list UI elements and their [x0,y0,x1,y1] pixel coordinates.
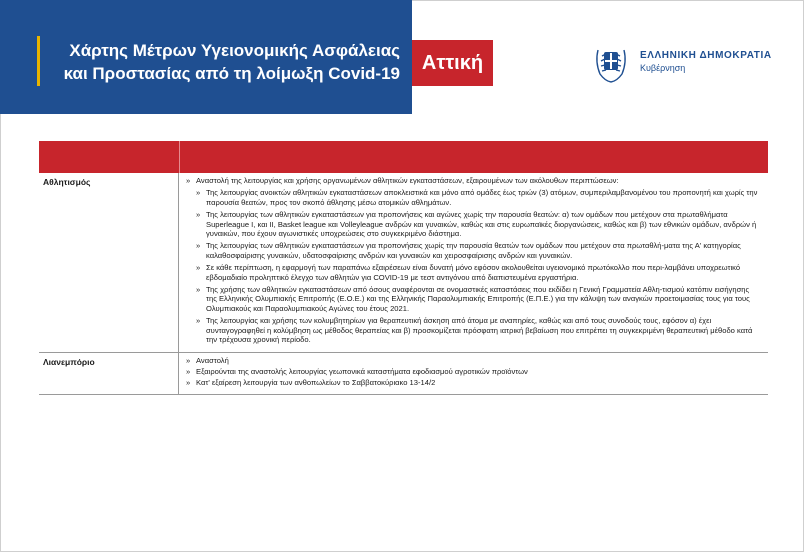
measures-table [39,141,768,395]
region-badge: Αττική [412,40,493,86]
list-item: » Της λειτουργίας ανοικτών αθλητικών εγκαταστάσεων αποκλειστικά και μόνο από ομάδες έως τριών (3) ατόμων, συμπεριλαμβανομένου του προπονητή και χωρίς την παρουσία θεατών, προς τον σκοπό άθλησης μέσω ατομικών αθλημάτων. [196,188,762,207]
table-row-sports [39,173,768,353]
table-row-retail [39,353,768,395]
list-item: » Της λειτουργίας και χρήσης των κολυμβητηρίων για θεραπευτική άσκηση από άτομα με αναπηρίες, καθώς και από τους συνοδούς τους, εφόσον α) έχει συνταγογραφηθεί η κολύμβηση ως μέθοδος θεραπείας και β) προσκομίζεται πρόσφατη ιατρική βεβαίωση που επιτρέπει τη συγκεκριμένη θεραπευτική μέθοδο κατά την τρέχουσα χρονική περίοδο. [196,316,762,344]
page-title [50,39,400,85]
list-item: » Αναστολή της λειτουργίας και χρήσης οργανωμένων αθλητικών εγκαταστάσεων, εξαιρουμένων των ακόλουθων περιπτώσεων: [186,176,762,185]
list-item: » Κατ' εξαίρεση λειτουργία των ανθοπωλείων το Σαββατοκύριακο 13-14/2 [186,378,762,387]
list-item: » Αναστολή [186,356,762,365]
government-subtitle: Κυβέρνηση [640,63,686,73]
list-item: » Της χρήσης των αθλητικών εγκαταστάσεων από όσους αναφέρονται σε ονομαστικές καταστάσεις που εκδίδει η Γενική Γραμματεία Αθλη-τισμού κατόπιν εισήγησης της Ελληνικής Ολυμπιακής Επιτροπής (Ε.Ο.Ε.) και της Ελληνικής Παραολυμπιακής Επιτροπής (Ε.Π.Ε.) για την κάλυψη των αναγκών προετοιμασίας τους για τους Ολυμπιακούς και Παραολυμπιακούς Αγώνες του έτους 2021. [196,285,762,313]
list-item: » Σε κάθε περίπτωση, η εφαρμογή των παραπάνω εξαιρέσεων είναι δυνατή μόνο εφόσον ακολουθείται υγειονομικό πρωτόκολλο που περι-λαμβάνει υποχρεωτικό εβδομαδιαίο προληπτικό έλεγχο των αθλητών για COVID-19 με τεστ αντιγόνου από διαπιστευμένα εργαστήρια. [196,263,762,282]
list-item: » Της λειτουργίας των αθλητικών εγκαταστάσεων για προπονήσεις και αγώνες χωρίς την παρουσία θεατών: α) των ομάδων που μετέχουν στα πρωταθλήματα Superleague I, και II, Basket league και Volleyleague ανδρών και γυναικών, καθώς και στις ευρωπαϊκές διοργανώσεις, καθώς και β) των εθνικών ομάδων, ανδρών ή γυναικών, που έχουν αγωνιστικές υποχρεώσεις στο συγκεκριμένο διάστημα. [196,210,762,238]
row-content-retail [179,353,768,394]
row-label-retail: Λιανεμπόριο [39,353,179,394]
title-line-2: και Προστασίας από τη λοίμωξη Covid-19 [63,64,400,83]
header-cell-category [39,141,180,173]
title-accent-bar [37,36,40,86]
greek-government-emblem-icon [592,42,630,84]
government-name: ΕΛΛΗΝΙΚΗ ΔΗΜΟΚΡΑΤΙΑ [640,50,772,61]
list-item: » Της λειτουργίας των αθλητικών εγκαταστάσεων για προπονήσεις χωρίς την παρουσία θεατών των ομάδων που μετέχουν στα πρωταθλή-ματα της Α' κατηγορίας καλαθοσφαίρισης γυναικών, υδατοσφαίρισης ανδρών και γυναικών και χειροσφαίρισης ανδρών και γυναικών. [196,241,762,260]
list-item: » Εξαιρούνται της αναστολής λειτουργίας γεωπονικά καταστήματα εφοδιασμού αγροτικών προϊόντων [186,367,762,376]
row-label-sports: Αθλητισμός [39,173,179,352]
row-content-sports [179,173,768,352]
title-line-1: Χάρτης Μέτρων Υγειονομικής Ασφάλειας [69,41,400,60]
table-header [39,141,768,173]
